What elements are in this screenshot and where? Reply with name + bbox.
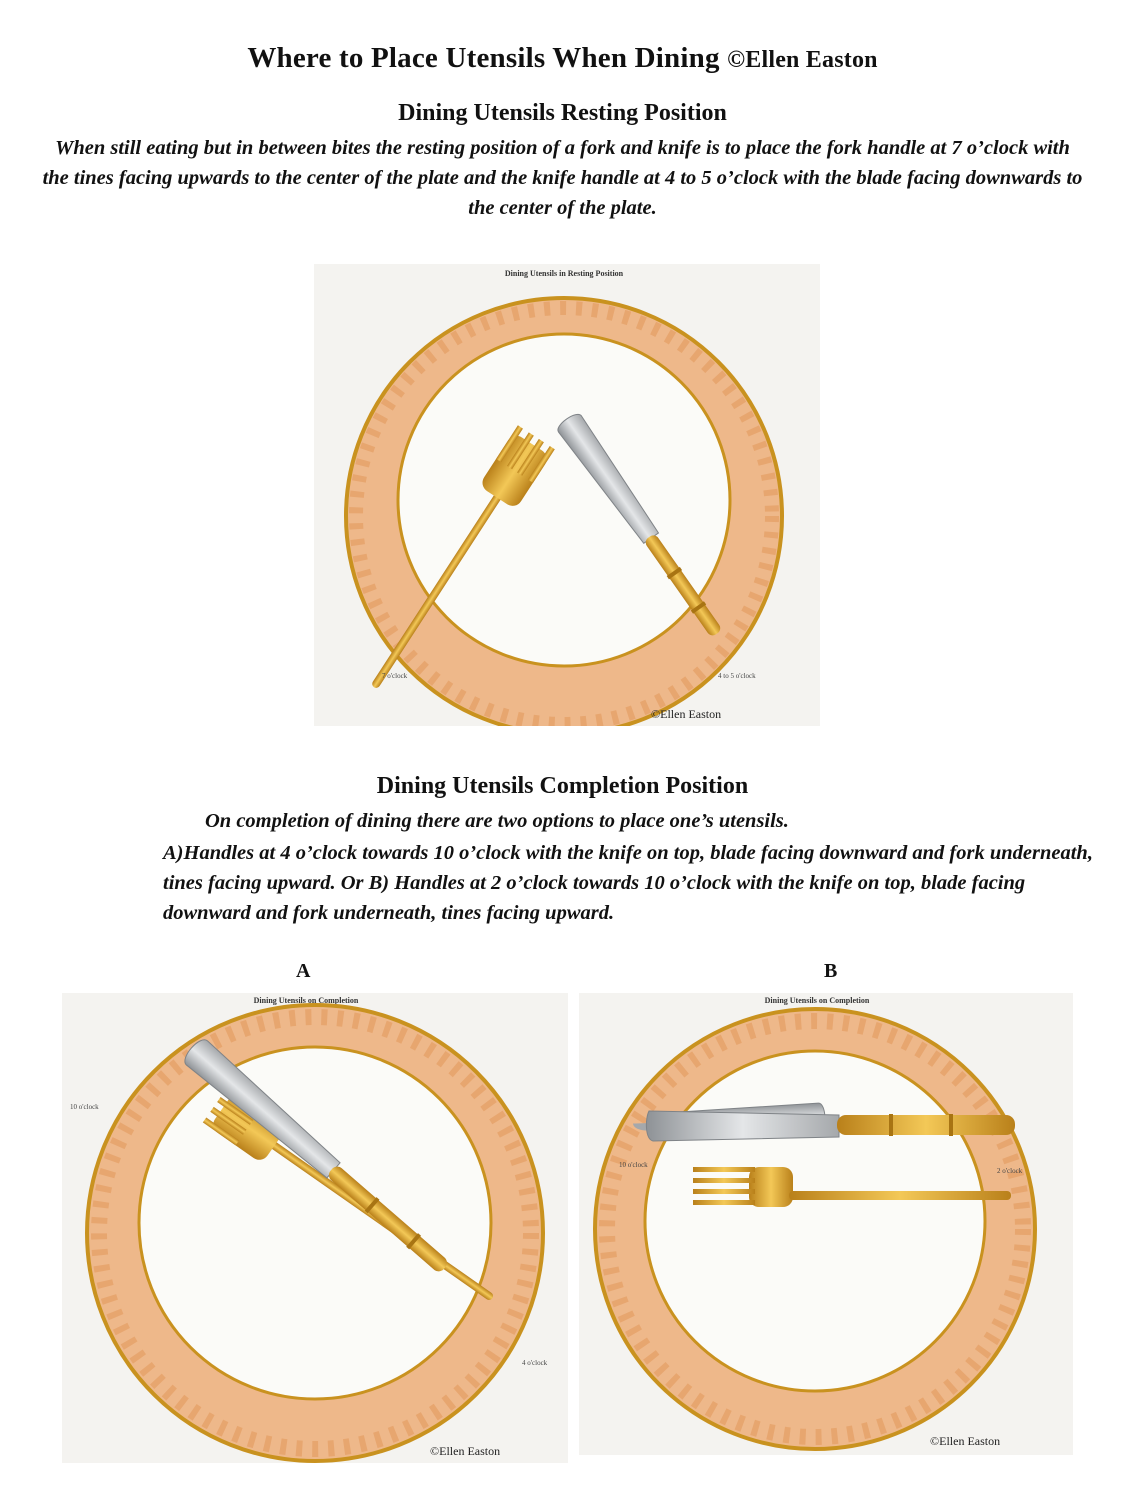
photo-a-caption: Dining Utensils on Completion [253,996,359,1005]
resting-photo [314,264,820,726]
photo-a-copyright: ©Ellen Easton [430,1444,501,1458]
plate-well [398,334,730,666]
photo-b-label-left: 10 o'clock [619,1161,648,1169]
completion-options: A)Handles at 4 o’clock towards 10 o’clock with the knife on top, blade facing downward and fork underneath, tines facing upward. Or B) Handles at 2 o’clock towards 10 o’clock with the knife on top, blade facing downward and fork underneath, tines facing upward. [163,842,1093,924]
knife-handle-joint [889,1114,893,1136]
resting-heading: Dining Utensils Resting Position [398,100,727,126]
completion-plate-a-illustration [62,993,568,1463]
photo-b-copyright: ©Ellen Easton [930,1434,1001,1448]
resting-plate-illustration [314,264,820,726]
resting-description: When still eating but in between bites the resting position of a fork and knife is to place the fork handle at 7 o’clock with the tines facing upwards to the center of the plate and the knife handle at 4 to 5 o’clock with the blade facing downwards to the center of the plate. [42,137,1083,219]
option-b-label: B [824,960,838,982]
photo-a-label-bottom: 4 o'clock [522,1359,548,1367]
resting-label-left: 7 o'clock [382,672,408,680]
option-a-label: A [296,960,311,982]
page-title [0,42,1125,75]
plate-well [139,1047,491,1399]
completion-intro: On completion of dining there are two options to place one’s utensils. [205,810,789,832]
photo-b-caption: Dining Utensils on Completion [764,996,870,1005]
completion-photo-a [62,993,568,1463]
completion-heading: Dining Utensils Completion Position [376,773,749,799]
photo-b-label-right: 2 o'clock [997,1167,1023,1175]
knife-handle-joint [949,1114,953,1136]
knife-blade [646,1111,839,1141]
knife-handle [837,1115,1015,1135]
resting-photo-caption: Dining Utensils in Resting Position [504,269,624,278]
resting-photo-copyright: ©Ellen Easton [651,707,722,721]
plate-well [645,1051,985,1391]
resting-label-right: 4 to 5 o'clock [718,672,756,680]
photo-a-label-top: 10 o'clock [70,1103,99,1111]
title-author: ©Ellen Easton [727,47,878,73]
completion-photo-b [579,993,1073,1455]
title-text: Where to Place Utensils When Dining [247,42,720,74]
completion-plate-b-illustration [579,993,1073,1455]
